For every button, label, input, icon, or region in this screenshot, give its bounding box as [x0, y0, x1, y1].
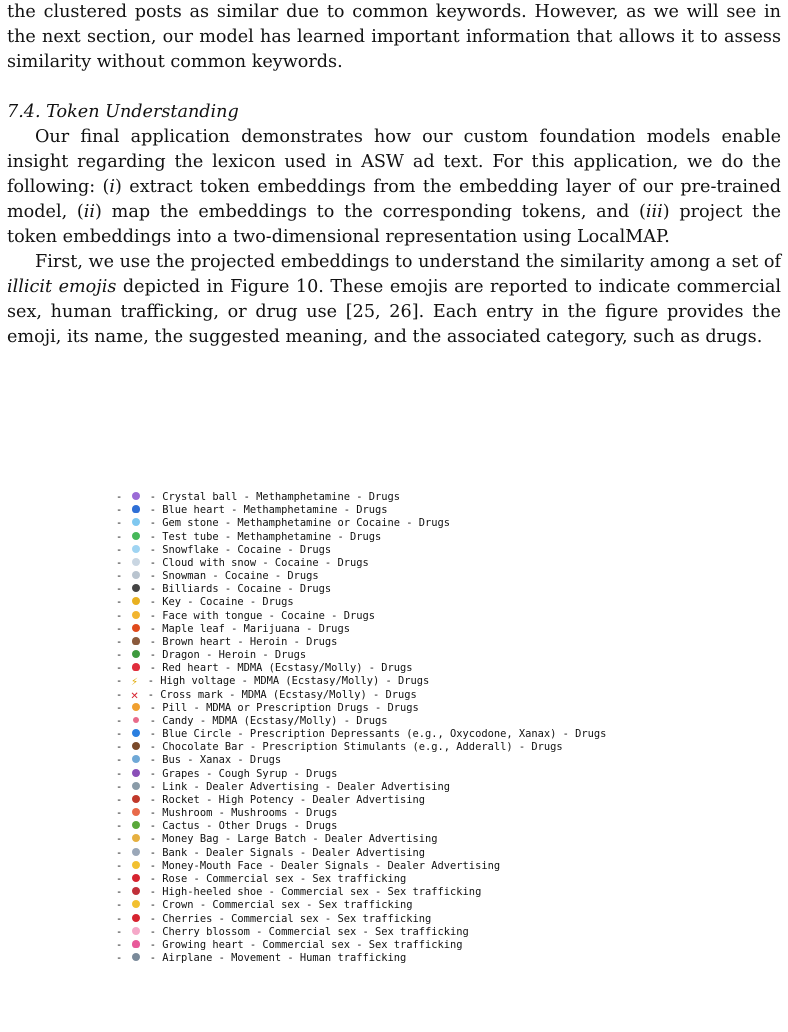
emoji-list-item: - - Maple leaf - Marijuana - Drugs [116, 622, 350, 635]
emoji-list-item: - - Brown heart - Heroin - Drugs [116, 635, 338, 648]
emoji-icon: ✕ [130, 690, 139, 702]
emoji-list-item: - - Cherries - Commercial sex - Sex trafficking [116, 912, 432, 925]
emoji-list-text: - Dragon - Heroin - Drugs [143, 649, 307, 662]
emoji-list-text: - Blue heart - Methamphetamine - Drugs [143, 504, 388, 517]
emoji-list-item: - - Snowman - Cocaine - Drugs [116, 570, 319, 583]
emoji-list-item: - - Rocket - High Potency - Dealer Advertising [116, 793, 426, 806]
emoji-list-item: - ✕ - Cross mark - MDMA (Ecstasy/Molly) - Drugs [116, 688, 417, 702]
emoji-list-item: - - Blue Circle - Prescription Depressants (e.g., Oxycodone, Xanax) - Drugs [116, 728, 607, 741]
emoji-icon [130, 899, 142, 909]
emoji-list-text: - Crystal ball - Methamphetamine - Drugs [143, 491, 400, 503]
emoji-list-text: - Cherries - Commercial sex - Sex trafficking [143, 912, 432, 925]
paragraph-illicit-emojis: First, we use the projected embeddings to understand the similarity among a set of illicit emojis depicted in Figure 10. These emojis are reported to indicate commercial sex, human trafficking, or drug use [25, 26]. Each entry in the figure provides the emoji, its name, the suggested meaning, and the associated category, such as drugs. [7, 252, 781, 347]
emoji-icon: ⚡ [131, 677, 139, 689]
emoji-list-item: - - Airplane - Movement - Human trafficking [116, 952, 407, 965]
emoji-icon [130, 833, 142, 843]
emoji-list-text: - Crown - Commercial sex - Sex trafficking [143, 899, 413, 912]
emoji-list-item: - - Grapes - Cough Syrup - Drugs [116, 767, 338, 780]
emoji-list-text: - Grapes - Cough Syrup - Drugs [143, 767, 338, 780]
emoji-list-item: - - Face with tongue - Cocaine - Drugs [116, 609, 375, 622]
emoji-icon [130, 952, 142, 962]
emoji-list-item: - - Chocolate Bar - Prescription Stimulants (e.g., Adderall) - Drugs [116, 741, 563, 754]
emoji-icon [130, 610, 142, 620]
emoji-icon [130, 741, 142, 751]
section-heading: 7.4. Token Understanding [7, 102, 239, 122]
emoji-list-text: - Growing heart - Commercial sex - Sex trafficking [143, 938, 463, 951]
emoji-list-text: - High-heeled shoe - Commercial sex - Sex trafficking [143, 886, 482, 899]
emoji-icon [130, 596, 142, 606]
emoji-list-text: - Cross mark - MDMA (Ecstasy/Molly) - Drugs [141, 688, 417, 701]
emoji-list-text: - Brown heart - Heroin - Drugs [143, 635, 338, 648]
emoji-icon [130, 926, 142, 936]
emoji-list-text: - Bank - Dealer Signals - Dealer Advertising [143, 846, 426, 859]
emoji-icon [130, 491, 142, 501]
emoji-list-item: - - Red heart - MDMA (Ecstasy/Molly) - Drugs [116, 662, 413, 675]
emoji-icon [130, 847, 142, 857]
emoji-list-text: - Cactus - Other Drugs - Drugs [143, 820, 338, 833]
emoji-icon [130, 781, 142, 791]
emoji-list-text: - Gem stone - Methamphetamine or Cocaine - Drugs [143, 517, 451, 530]
emoji-list-item: - - Cactus - Other Drugs - Drugs [116, 820, 338, 833]
emoji-list-item: - - Crown - Commercial sex - Sex trafficking [116, 899, 413, 912]
emoji-icon [130, 662, 142, 672]
emoji-icon [130, 768, 142, 778]
emoji-icon [130, 570, 142, 580]
emoji-list-text: - Snowflake - Cocaine - Drugs [143, 543, 332, 556]
emoji-list-item: - - Cloud with snow - Cocaine - Drugs [116, 556, 369, 569]
emoji-list-text: - Face with tongue - Cocaine - Drugs [143, 609, 375, 622]
emoji-list-text: - High voltage - MDMA (Ecstasy/Molly) - Drugs [141, 675, 430, 688]
emoji-icon [130, 794, 142, 804]
emoji-icon [130, 636, 142, 646]
emoji-list-text: - Rose - Commercial sex - Sex trafficking [143, 872, 407, 885]
emoji-list-item: - - Crystal ball - Methamphetamine - Drugs [116, 491, 400, 503]
emoji-list-item: - - Test tube - Methamphetamine - Drugs [116, 530, 382, 543]
emoji-icon [130, 913, 142, 923]
emoji-list-item: - - Cherry blossom - Commercial sex - Sex trafficking [116, 925, 469, 938]
emoji-list-item: - - Money-Mouth Face - Dealer Signals - Dealer Advertising [116, 859, 501, 872]
emoji-icon [130, 649, 142, 659]
emoji-icon [130, 504, 142, 514]
emoji-icon [130, 728, 142, 738]
emoji-list-text: - Billiards - Cocaine - Drugs [143, 583, 332, 596]
emoji-list-item: - - High-heeled shoe - Commercial sex - Sex trafficking [116, 886, 482, 899]
emoji-list-item: - - Dragon - Heroin - Drugs [116, 649, 307, 662]
paragraph-token-understanding: Our final application demonstrates how our custom foundation models enable insight regarding the lexicon used in ASW ad text. For this application, we do the following: (i) extract token embeddings from the embedding layer of our pre-trained model, (ii) map the embeddings to the corresponding tokens, and (iii) project the token embeddings into a two-dimensional representation using LocalMAP. [7, 127, 781, 247]
emoji-list-item: - ⚡ - High voltage - MDMA (Ecstasy/Molly) - Drugs [116, 675, 430, 689]
emoji-list-text: - Blue Circle - Prescription Depressants (e.g., Oxycodone, Xanax) - Drugs [143, 728, 607, 741]
emoji-icon [130, 807, 142, 817]
emoji-icon [130, 886, 142, 896]
emoji-list-item: - - Link - Dealer Advertising - Dealer Advertising [116, 780, 451, 793]
emoji-icon [130, 754, 142, 764]
emoji-icon [130, 820, 142, 830]
emoji-list-text: - Link - Dealer Advertising - Dealer Advertising [143, 780, 451, 793]
emoji-list-item: - - Rose - Commercial sex - Sex trafficking [116, 872, 407, 885]
emoji-list-text: - Candy - MDMA (Ecstasy/Molly) - Drugs [143, 714, 388, 727]
paragraph-continued: the clustered posts as similar due to common keywords. However, as we will see in the next section, our model has learned important information that allows it to assess similarity without common keywords. [7, 2, 781, 72]
emoji-list-text: - Test tube - Methamphetamine - Drugs [143, 530, 382, 543]
emoji-list-text: - Chocolate Bar - Prescription Stimulants (e.g., Adderall) - Drugs [143, 741, 563, 754]
emoji-list-item: - - Bus - Xanax - Drugs [116, 754, 282, 767]
emoji-list-item: - - Snowflake - Cocaine - Drugs [116, 543, 332, 556]
emoji-list-text: - Airplane - Movement - Human trafficking [143, 952, 407, 965]
emoji-list-text: - Money-Mouth Face - Dealer Signals - Dealer Advertising [143, 859, 501, 872]
emoji-list-text: - Pill - MDMA or Prescription Drugs - Drugs [143, 701, 419, 714]
emoji-icon [130, 517, 142, 527]
emoji-icon [130, 544, 142, 554]
emoji-list-text: - Maple leaf - Marijuana - Drugs [143, 622, 350, 635]
emoji-list-text: - Bus - Xanax - Drugs [143, 754, 282, 767]
emoji-list-text: - Snowman - Cocaine - Drugs [143, 570, 319, 583]
emoji-list-item: - - Pill - MDMA or Prescription Drugs - Drugs [116, 701, 419, 714]
emoji-list-item: - - Mushroom - Mushrooms - Drugs [116, 807, 338, 820]
emoji-list-figure [116, 491, 676, 965]
paper-page [7, 0, 781, 350]
emoji-icon [130, 873, 142, 883]
emoji-icon [130, 860, 142, 870]
emoji-list-text: - Cloud with snow - Cocaine - Drugs [143, 556, 369, 569]
emoji-list-item: - - Billiards - Cocaine - Drugs [116, 583, 332, 596]
emoji-list-text: - Key - Cocaine - Drugs [143, 596, 294, 609]
emoji-icon [130, 583, 142, 593]
emoji-list-text: - Red heart - MDMA (Ecstasy/Molly) - Drugs [143, 662, 413, 675]
emoji-list-item: - - Bank - Dealer Signals - Dealer Advertising [116, 846, 426, 859]
emoji-icon [130, 715, 142, 725]
emoji-list-item: - - Key - Cocaine - Drugs [116, 596, 294, 609]
emoji-list-item: - - Money Bag - Large Batch - Dealer Advertising [116, 833, 438, 846]
emoji-icon [130, 531, 142, 541]
emoji-list-item: - - Blue heart - Methamphetamine - Drugs [116, 504, 388, 517]
emoji-list-text: - Money Bag - Large Batch - Dealer Advertising [143, 833, 438, 846]
emoji-list-item: - - Growing heart - Commercial sex - Sex trafficking [116, 938, 463, 951]
emoji-icon [130, 702, 142, 712]
emoji-list-text: - Rocket - High Potency - Dealer Advertising [143, 793, 426, 806]
emoji-icon [130, 939, 142, 949]
emoji-icon [130, 557, 142, 567]
emoji-list-text: - Mushroom - Mushrooms - Drugs [143, 807, 338, 820]
emoji-list-item: - - Candy - MDMA (Ecstasy/Molly) - Drugs [116, 714, 388, 727]
emoji-list-item: - - Gem stone - Methamphetamine or Cocaine - Drugs [116, 517, 451, 530]
emoji-list-text: - Cherry blossom - Commercial sex - Sex trafficking [143, 925, 469, 938]
emoji-icon [130, 623, 142, 633]
